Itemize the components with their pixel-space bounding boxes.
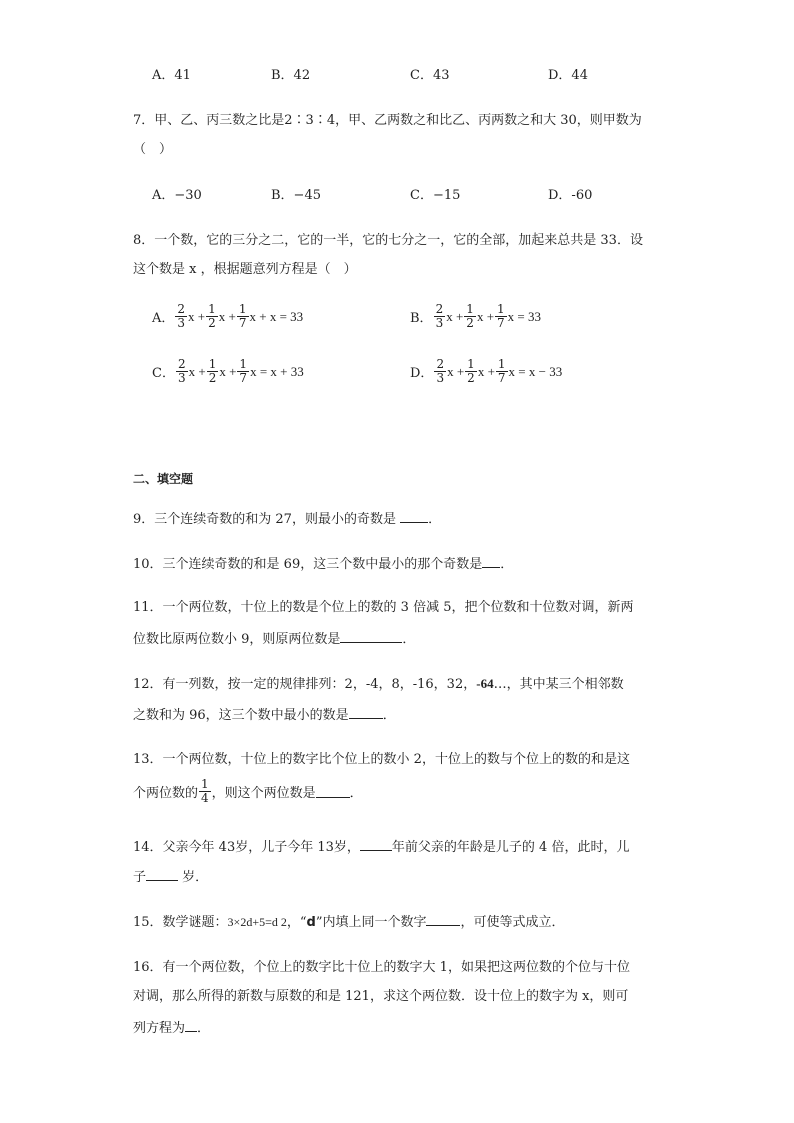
q6-option-d: D．44	[548, 68, 588, 83]
q8-option-b: B． $\frac{2}{3}$ x + $\frac{1}{2}$ x + $\frac{1}{7}$ x = 33	[410, 302, 542, 330]
q16-text: 列方程为	[133, 1021, 186, 1036]
answer-blank[interactable]	[185, 1019, 197, 1032]
fraction-two-thirds	[175, 303, 187, 330]
section-title: 二、填空题	[133, 472, 194, 486]
q8-option-b-tail: x = 33	[507, 308, 542, 324]
q8-question-line2: 这个数是 x ，根据题意列方程是（ ）	[133, 262, 357, 277]
q8-option-c: C． $\frac{2}{3}$ x + $\frac{1}{2}$ x + $\frac{1}{7}$ x = x + 33	[152, 357, 304, 385]
answer-blank[interactable]	[316, 785, 350, 798]
q12-question-line1	[133, 676, 624, 693]
numerator: 1	[238, 302, 247, 316]
denominator: 2	[208, 316, 216, 330]
denominator: 2	[466, 316, 474, 330]
q15-digit-d: d	[306, 915, 316, 930]
q12-text-c: …，其中某三个相邻数	[493, 677, 624, 692]
denominator: 3	[436, 371, 445, 385]
fraction-one-seventh	[237, 303, 249, 330]
q15-end: ，可使等式成立．	[460, 915, 565, 930]
answer-blank[interactable]	[482, 555, 500, 568]
q14-text-a: 14．父亲今年 43岁，儿子今年 13岁，	[133, 840, 360, 855]
q11-question-line1: 11．一个两位数，十位上的数是个位上的数的 3 倍减 5，把个位数和十位数对调，新两	[133, 600, 634, 615]
q14-question-line2	[133, 868, 208, 886]
q8-option-a: A． $\frac{2}{3}$ x + $\frac{1}{2}$ x + $\frac{1}{7}$ x + x = 33	[152, 302, 304, 330]
q15-prefix: 15．数学谜题：	[133, 915, 228, 930]
q13-text-b: ，则这个两位数是	[211, 786, 316, 801]
q8-option-d: D． $\frac{2}{3}$ x + $\frac{1}{2}$ x + $\frac{1}{7}$ x = x − 33	[410, 357, 563, 385]
q7-paren: （ ）	[133, 142, 173, 157]
q15-expression: 3×2d+5=d 2	[227, 915, 287, 929]
numerator: 2	[436, 357, 445, 371]
q7-option-c: C．−15	[410, 188, 461, 203]
q8-option-a-label: A．	[152, 311, 175, 326]
numerator: 1	[201, 777, 209, 791]
answer-blank[interactable]	[426, 913, 460, 926]
q16-question-line3	[133, 1019, 210, 1037]
q12-text: 之数和为 96，这三个数中最小的数是	[133, 708, 349, 723]
q7-option-d: D．-60	[548, 188, 593, 203]
q14-text-b: 年前父亲的年龄是儿子的 4 倍，此时，儿	[391, 840, 630, 855]
numerator: 1	[208, 357, 217, 371]
fraction-one-half	[206, 303, 218, 330]
fraction-two-thirds	[434, 303, 446, 330]
denominator: 7	[497, 316, 505, 330]
numerator: 1	[497, 302, 505, 316]
answer-blank[interactable]	[349, 706, 383, 719]
denominator: 2	[467, 371, 475, 385]
numerator: 1	[208, 302, 216, 316]
answer-blank[interactable]	[146, 868, 178, 881]
q13-end: ．	[349, 786, 363, 801]
q14-text-c: 子	[133, 870, 147, 885]
q8-question-line1: 8．一个数，它的三分之二，它的一半，它的七分之一，它的全部，加起来总共是 33．设	[133, 233, 643, 248]
q13-question-line1: 13．一个两位数，十位上的数字比个位上的数小 2，十位上的数与个位上的数的和是这	[133, 752, 630, 767]
q16-question-line2: 对调，那么所得的新数与原数的和是 121，求这个两位数．设十位上的数字为 x，则可	[133, 989, 629, 1004]
fraction-one-seventh	[496, 358, 508, 385]
fraction-two-thirds	[176, 358, 188, 385]
q8-option-d-tail: x = x − 33	[508, 363, 563, 379]
q12-end: ．	[382, 708, 396, 723]
q11-text: 位数比原两位数小 9，则原两位数是	[133, 632, 341, 647]
fraction-one-quarter	[199, 778, 211, 805]
q6-option-c: C．43	[410, 68, 450, 83]
q9-text: 9．三个连续奇数的和为 27，则最小的奇数是	[133, 512, 401, 527]
q10-end: ．	[500, 557, 514, 572]
q10-question	[133, 555, 513, 573]
denominator: 7	[497, 371, 506, 385]
q15-mid-a: ，“	[286, 915, 307, 930]
denominator: 7	[238, 316, 247, 330]
fraction-one-half	[464, 303, 476, 330]
q12-question-line2	[133, 706, 396, 724]
q8-option-a-tail: x + x = 33	[249, 308, 304, 324]
q7-question: 7．甲、乙、丙三数之比是2∶3∶4，甲、乙两数之和比乙、丙两数之和大 30，则甲数为	[133, 113, 642, 128]
q13-question-line2	[133, 778, 363, 805]
fraction-one-half	[207, 358, 219, 385]
q9-question	[133, 510, 441, 528]
q12-text-b: -64	[476, 676, 494, 691]
q6-option-b: B．42	[271, 68, 311, 83]
numerator: 1	[466, 302, 474, 316]
q8-option-c-tail: x = x + 33	[250, 363, 304, 379]
denominator: 3	[177, 371, 186, 385]
fraction-one-half	[465, 358, 477, 385]
answer-blank[interactable]	[360, 838, 392, 851]
denominator: 7	[239, 371, 248, 385]
q7-option-b: B．−45	[271, 188, 321, 203]
q6-option-a: A．41	[152, 68, 191, 83]
fraction-one-seventh	[495, 303, 507, 330]
denominator: 4	[201, 791, 209, 805]
q16-question-line1: 16．有一个两位数，个位上的数字比十位上的数字大 1，如果把这两位数的个位与十位	[133, 960, 630, 975]
denominator: 2	[208, 371, 217, 385]
numerator: 2	[435, 302, 444, 316]
q8-option-c-label: C．	[152, 366, 175, 381]
q10-text: 10．三个连续奇数的和是 69，这三个数中最小的那个奇数是	[133, 557, 483, 572]
q13-text-a: 个两位数的	[133, 786, 199, 801]
numerator: 1	[497, 357, 506, 371]
fraction-one-seventh	[237, 358, 249, 385]
numerator: 1	[239, 357, 248, 371]
q7-option-a: A．−30	[152, 188, 202, 203]
q11-end: ．	[402, 632, 416, 647]
q14-text-d: 岁．	[178, 870, 209, 885]
q8-option-d-label: D．	[410, 366, 434, 381]
q12-text-a: 12．有一列数，按一定的规律排列：2，-4，8，-16，32，	[133, 677, 477, 692]
answer-blank[interactable]	[340, 630, 402, 643]
q16-end: ．	[197, 1021, 211, 1036]
q14-question-line1	[133, 838, 629, 856]
answer-blank[interactable]	[400, 510, 428, 523]
q15-mid-b: ”内填上同一个数字	[315, 915, 427, 930]
denominator: 3	[435, 316, 444, 330]
q9-end: ．	[428, 512, 442, 527]
q11-question-line2	[133, 630, 415, 648]
q15-question	[133, 913, 565, 931]
fraction-two-thirds	[434, 358, 446, 385]
q8-option-b-label: B．	[410, 311, 433, 326]
numerator: 2	[177, 302, 186, 316]
numerator: 2	[177, 357, 186, 371]
denominator: 3	[177, 316, 186, 330]
numerator: 1	[467, 357, 475, 371]
